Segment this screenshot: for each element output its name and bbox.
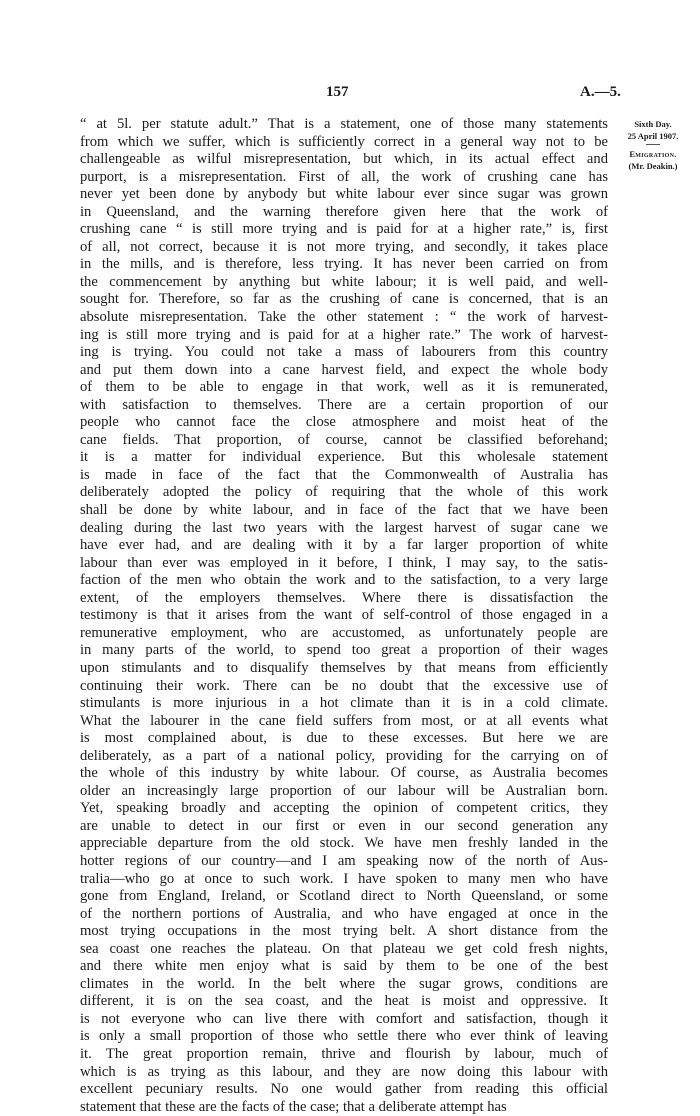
paper-reference: A.—5. bbox=[580, 84, 621, 100]
body-line: it. The great proportion remain, thrive and flourish by labour, much of bbox=[80, 1045, 608, 1062]
body-line: challengeable as wilful misrepresentation, but which, in its actual effect and bbox=[80, 151, 608, 168]
body-line: dealing during the last two years with the largest harvest of sugar cane we bbox=[80, 519, 608, 536]
body-line: it is a matter for individual experience. But this wholesale statement bbox=[80, 449, 608, 466]
body-line: is most complained about, is due to these excesses. But here we are bbox=[80, 730, 608, 747]
body-line: absolute misrepresentation. Take the other statement : “ the work of harvest- bbox=[80, 309, 608, 326]
body-line: Yet, speaking broadly and accepting the opinion of competent critics, they bbox=[80, 800, 608, 817]
body-line: extent, of the employers themselves. Where there is dissatisfaction the bbox=[80, 589, 608, 606]
body-line: ing is trying. You could not take a mass of labourers from this country bbox=[80, 344, 608, 361]
margin-note-speaker: (Mr. Deakin.) bbox=[628, 161, 678, 171]
body-line: What the labourer in the cane field suffers from most, or at all events what bbox=[80, 712, 608, 729]
margin-note-day: Sixth Day. bbox=[634, 119, 672, 129]
body-line: appreciable departure from the old stock. We have men freshly landed in the bbox=[80, 835, 608, 852]
body-line: with satisfaction to themselves. There are a certain proportion of our bbox=[80, 396, 608, 413]
body-line: sought for. Therefore, so far as the crushing of cane is concerned, that is an bbox=[80, 291, 608, 308]
body-line: crushing cane “ is still more trying and is paid for at a higher rate,” is, first bbox=[80, 221, 608, 238]
body-line: continuing their work. There can be no doubt that the excessive use of bbox=[80, 677, 608, 694]
body-line: the commencement by anything but white labour; it is well paid, and well- bbox=[80, 273, 608, 290]
margin-note-date: 25 April 1907. bbox=[627, 131, 679, 141]
body-line: of all, not correct, because it is not more trying, and secondly, it takes place bbox=[80, 238, 608, 255]
body-line: and put them down into a cane harvest field, and expect the whole body bbox=[80, 361, 608, 378]
body-line: tralia—who go at once to such work. I have spoken to many men who have bbox=[80, 870, 608, 887]
body-line: never yet been done by anybody but white labour ever since sugar was grown bbox=[80, 186, 608, 203]
body-line: sea coast one reaches the plateau. On that plateau we get cold fresh nights, bbox=[80, 940, 608, 957]
body-line: in many parts of the world, to spend too great a proportion of their wages bbox=[80, 642, 608, 659]
body-line: statement that these are the facts of the case; that a deliberate attempt has bbox=[80, 1098, 507, 1115]
margin-notes bbox=[612, 118, 694, 172]
body-line: have ever had, and are dealing with it by a far larger proportion of white bbox=[80, 537, 608, 554]
body-line: the whole of this industry by white labour. Of course, as Australia becomes bbox=[80, 765, 608, 782]
margin-note-divider bbox=[646, 144, 660, 145]
margin-note-subject: Emigration. bbox=[629, 149, 677, 159]
body-line: upon stimulants and to disqualify themselves by that means from efficiently bbox=[80, 659, 608, 676]
body-line: different, it is on the sea coast, and the heat is moist and oppressive. It bbox=[80, 993, 608, 1010]
body-line: older an increasingly large proportion of our labour will be Australian born. bbox=[80, 782, 608, 799]
body-line: most trying occupations in the most trying belt. A short distance from the bbox=[80, 923, 608, 940]
body-line: of the northern portions of Australia, and who have engaged at once in the bbox=[80, 905, 608, 922]
body-line: faction of the men who obtain the work and to the satisfaction, to a very large bbox=[80, 572, 608, 589]
body-line: and there white men enjoy what is said by them to be one of the best bbox=[80, 958, 608, 975]
body-line: gone from England, Ireland, or Scotland direct to North Queensland, or some bbox=[80, 888, 608, 905]
body-line: deliberately adopted the policy of requiring that the whole of this work bbox=[80, 484, 608, 501]
body-line: are unable to detect in our first or even in our second generation any bbox=[80, 817, 608, 834]
body-line: shall be done by white labour, and in face of the fact that we have been bbox=[80, 502, 608, 519]
body-line: is only a small proportion of those who settle there who ever think of leaving bbox=[80, 1028, 608, 1045]
body-line: is made in face of the fact that the Commonwealth of Australia has bbox=[80, 466, 608, 483]
body-line: climates in the world. In the belt where the sugar grows, conditions are bbox=[80, 975, 608, 992]
body-line: stimulants is more injurious in a hot climate than it is in a cold climate. bbox=[80, 695, 608, 712]
body-line: in the mills, and is therefore, less trying. It has never been carried on from bbox=[80, 256, 608, 273]
body-line: remunerative employment, who are accustomed, as unfortunately people are bbox=[80, 624, 608, 641]
body-line: cane fields. That proportion, of course, cannot be classified beforehand; bbox=[80, 431, 608, 448]
page-number: 157 bbox=[326, 84, 349, 100]
body-line: testimony is that it arises from the want of self-control of those engaged in a bbox=[80, 607, 608, 624]
body-line: of them to be able to engage in that work, well as it is remunerated, bbox=[80, 379, 608, 396]
body-line: purport, is a misrepresentation. First of all, the work of crushing cane has bbox=[80, 168, 608, 185]
body-line: deliberately, as a part of a national policy, providing for the carrying on of bbox=[80, 747, 608, 764]
body-line: which is as trying as this labour, and they are now doing this labour with bbox=[80, 1063, 608, 1080]
body-line: people who cannot face the close atmosphere and moist heat of the bbox=[80, 414, 608, 431]
body-line: from which we suffer, which is sufficiently correct in a general way not to be bbox=[80, 133, 608, 150]
body-line: “ at 5l. per statute adult.” That is a statement, one of those many statements bbox=[80, 116, 608, 132]
body-line: ing is still more trying and is paid for at a higher rate.” The work of harvest- bbox=[80, 326, 608, 343]
body-line: in Queensland, and the warning therefore given here that the work of bbox=[80, 203, 608, 220]
body-line: hotter regions of our country—and I am speaking now of the north of Aus- bbox=[80, 852, 608, 869]
body-line: labour than ever was employed in it before, I think, I may say, to the satis- bbox=[80, 554, 608, 571]
body-line: excellent pecuniary results. No one would gather from reading this official bbox=[80, 1081, 608, 1098]
body-text bbox=[80, 116, 608, 1116]
body-line: is not everyone who can live there with comfort and satisfaction, though it bbox=[80, 1010, 608, 1027]
